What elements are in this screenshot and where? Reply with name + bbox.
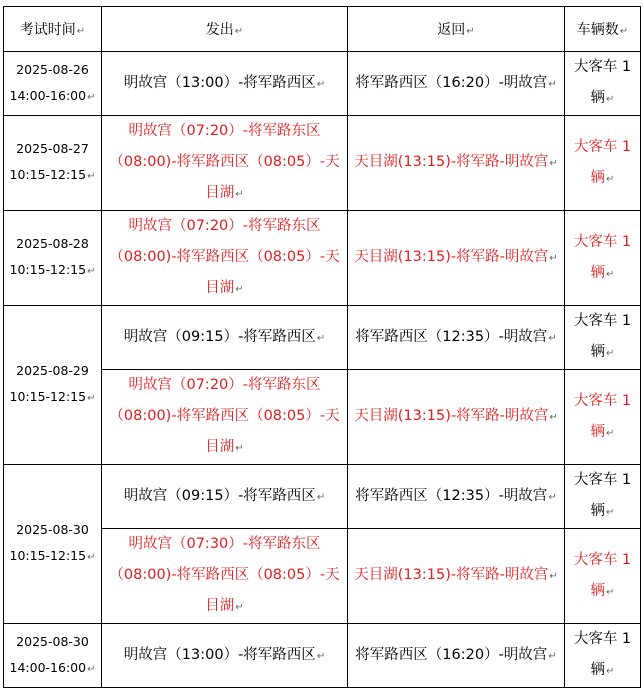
depart-cell: 明故宫（09:15）-将军路西区↵ xyxy=(102,465,348,529)
header-return: 返回↵ xyxy=(348,7,565,52)
vehicles-cell: 大客车 1 辆↵ xyxy=(565,529,641,624)
return-cell: 天目湖(13:15)-将军路-明故宫↵ xyxy=(348,529,565,624)
header-row xyxy=(4,7,641,52)
exam-time-cell xyxy=(4,211,102,306)
vehicles-cell: 大客车 1 辆↵ xyxy=(565,370,641,465)
return-cell: 天目湖(13:15)-将军路-明故宫↵ xyxy=(348,211,565,306)
return-cell: 天目湖(13:15)-将军路-明故宫↵ xyxy=(348,370,565,465)
depart-cell: 明故宫（07:20）-将军路东区（08:00)-将军路西区（08:05）-天目湖↵ xyxy=(102,116,348,211)
depart-cell: 明故宫（07:30）-将军路东区（08:00)-将军路西区（08:05）-天目湖↵ xyxy=(102,529,348,624)
vehicles-cell: 大客车 1 辆↵ xyxy=(565,211,641,306)
depart-cell: 明故宫（09:15）-将军路西区↵ xyxy=(102,306,348,370)
bus-schedule-table xyxy=(3,6,641,688)
exam-date: 2025-08-28 xyxy=(16,236,89,251)
depart-cell: 明故宫（13:00）-将军路西区↵ xyxy=(102,624,348,688)
return-cell: 将军路西区（16:20）-明故宫↵ xyxy=(348,52,565,116)
depart-cell: 明故宫（07:20）-将军路东区（08:00)-将军路西区（08:05）-天目湖↵ xyxy=(102,211,348,306)
exam-date: 2025-08-27 xyxy=(16,141,89,156)
schedule-body xyxy=(4,52,641,688)
exam-date: 2025-08-30 xyxy=(16,633,89,649)
table-row xyxy=(4,306,641,370)
exam-period: 14:00-16:00↵ xyxy=(9,659,96,675)
exam-period: 10:15-12:15↵ xyxy=(9,548,96,563)
exam-date: 2025-08-30 xyxy=(16,522,89,537)
exam-period: 10:15-12:15↵ xyxy=(9,389,96,404)
header-depart: 发出↵ xyxy=(102,7,348,52)
return-cell: 将军路西区（16:20）-明故宫↵ xyxy=(348,624,565,688)
return-cell: 将军路西区（12:35）-明故宫↵ xyxy=(348,306,565,370)
vehicles-cell: 大客车 1 辆↵ xyxy=(565,116,641,211)
return-cell: 天目湖(13:15)-将军路-明故宫↵ xyxy=(348,116,565,211)
exam-period: 10:15-12:15↵ xyxy=(9,167,96,182)
vehicles-cell: 大客车 1 辆↵ xyxy=(565,306,641,370)
table-row xyxy=(4,211,641,306)
exam-date: 2025-08-29 xyxy=(16,363,89,378)
vehicles-cell: 大客车 1 辆↵ xyxy=(565,465,641,529)
table-row xyxy=(4,52,641,116)
exam-time-cell xyxy=(4,116,102,211)
depart-cell: 明故宫（13:00）-将军路西区↵ xyxy=(102,52,348,116)
vehicles-cell: 大客车 1 辆↵ xyxy=(565,624,641,688)
header-exam-time: 考试时间↵ xyxy=(4,7,102,52)
table-row xyxy=(4,116,641,211)
vehicles-cell: 大客车 1 辆↵ xyxy=(565,52,641,116)
exam-date: 2025-08-26 xyxy=(16,61,89,77)
depart-cell: 明故宫（07:20）-将军路东区（08:00)-将军路西区（08:05）-天目湖↵ xyxy=(102,370,348,465)
exam-time-cell xyxy=(4,624,102,688)
exam-period: 14:00-16:00↵ xyxy=(9,87,96,103)
exam-period: 10:15-12:15↵ xyxy=(9,262,96,277)
exam-time-cell xyxy=(4,306,102,465)
return-cell: 将军路西区（12:35）-明故宫↵ xyxy=(348,465,565,529)
table-row xyxy=(4,624,641,688)
exam-time-cell xyxy=(4,465,102,624)
table-row xyxy=(4,465,641,529)
exam-time-cell xyxy=(4,52,102,116)
header-vehicles: 车辆数↵ xyxy=(565,7,641,52)
